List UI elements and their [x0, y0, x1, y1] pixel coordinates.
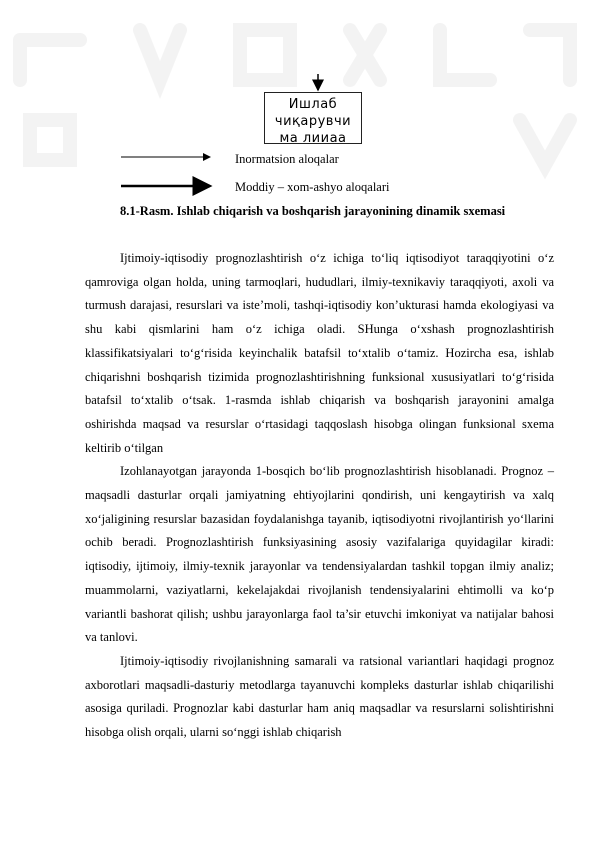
legend-material-links: Moddiy – xom-ashyo aloqalari — [235, 180, 390, 194]
paragraph: Ijtimoiy-iqtisodiy prognozlashtirish o‘z ichiga to‘liq iqtisodiyot taraqqiyotini o‘z qamroviga olgan holda, uning tarmoqlari, hududlari, ilmiy-texnikaviy taraqqiyoti, axoli va turmush darajasi, resurslari va iste’moli, tashqi-iqtisodiy kon’ukturasi hamda ekologiyasi va shu kabi qismlarini ham o‘z ichiga oladi. SHunga o‘xshash prognozlashtirish klassifikatsiyalari to‘g‘risida keyinchalik batafsil to‘xtalib o‘tamiz. Hozircha esa, ishlab chiqarishni boshqarish tizimida prognozlashtirishning funksional xususiyatlari to‘g‘risida batafsil to‘xtalib o‘tsak. 1-rasmda ishlab chiqarish va boshqarish jarayonini amalga oshirishda maqsad va resurslar o‘rtasidagi taqqoslash hisobga olingan funksional sxema keltirib o‘tilgan — [85, 251, 554, 455]
paragraph: Izohlanayotgan jarayonda 1-bosqich bo‘lib prognozlashtirish hisoblanadi. Prognoz – maqsadli dasturlar orqali jamiyatning ehtiyojlarini qondirish, uni kengaytirish va xalq xo‘jaligining resurslar bazasidan foydalanishga tayanib, iqtisodiyotni rivojlantirish yo‘llarini ochib beradi. Prognozlashtirish funksiyasining asosiy vazifalariga quyidagilar kiradi: iqtisodiy, ijtimoiy, ilmiy-texnik jarayonlar va tendensiyalardan tashkil topgan ilmiy analiz; muammolarni, vaziyatlarni, kekelajakdai rivojlanish tendensiyalarini ehtimolli va ko‘p variantli bashorat qilish; ushbu jarayonlarga faol ta’sir etuvchi imkoniyat va natijalar bahosi va tanlovi. — [85, 464, 554, 645]
figure-caption: 8.1-Rasm. Ishlab chiqarish va boshqarish jarayonining dinamik sxemasi — [120, 204, 506, 218]
legend-info-links: Inormatsion aloqalar — [235, 152, 339, 166]
body-text — [85, 247, 554, 745]
producer-box — [264, 92, 362, 144]
producer-box-line-1: Ишлаб — [288, 97, 338, 112]
producer-box-line-3: ма лииаа — [279, 131, 347, 144]
paragraph: Ijtimoiy-iqtisodiy rivojlanishning samarali va ratsional variantlari haqidagi prognoz axborotlari maqsadli-dasturiy metodlarga tayanuvchi kompleks dasturlar ishlab chiqarilishi asosiga quriladi. Prognozlar kabi dasturlar ham aniq maqsadlar va resurslarni solishtirishni hisobga olish orqali, ularni so‘nggi ishlab chiqarish — [85, 653, 554, 740]
process-diagram — [0, 0, 595, 200]
producer-box-line-2: чиқарувчи — [274, 114, 352, 129]
